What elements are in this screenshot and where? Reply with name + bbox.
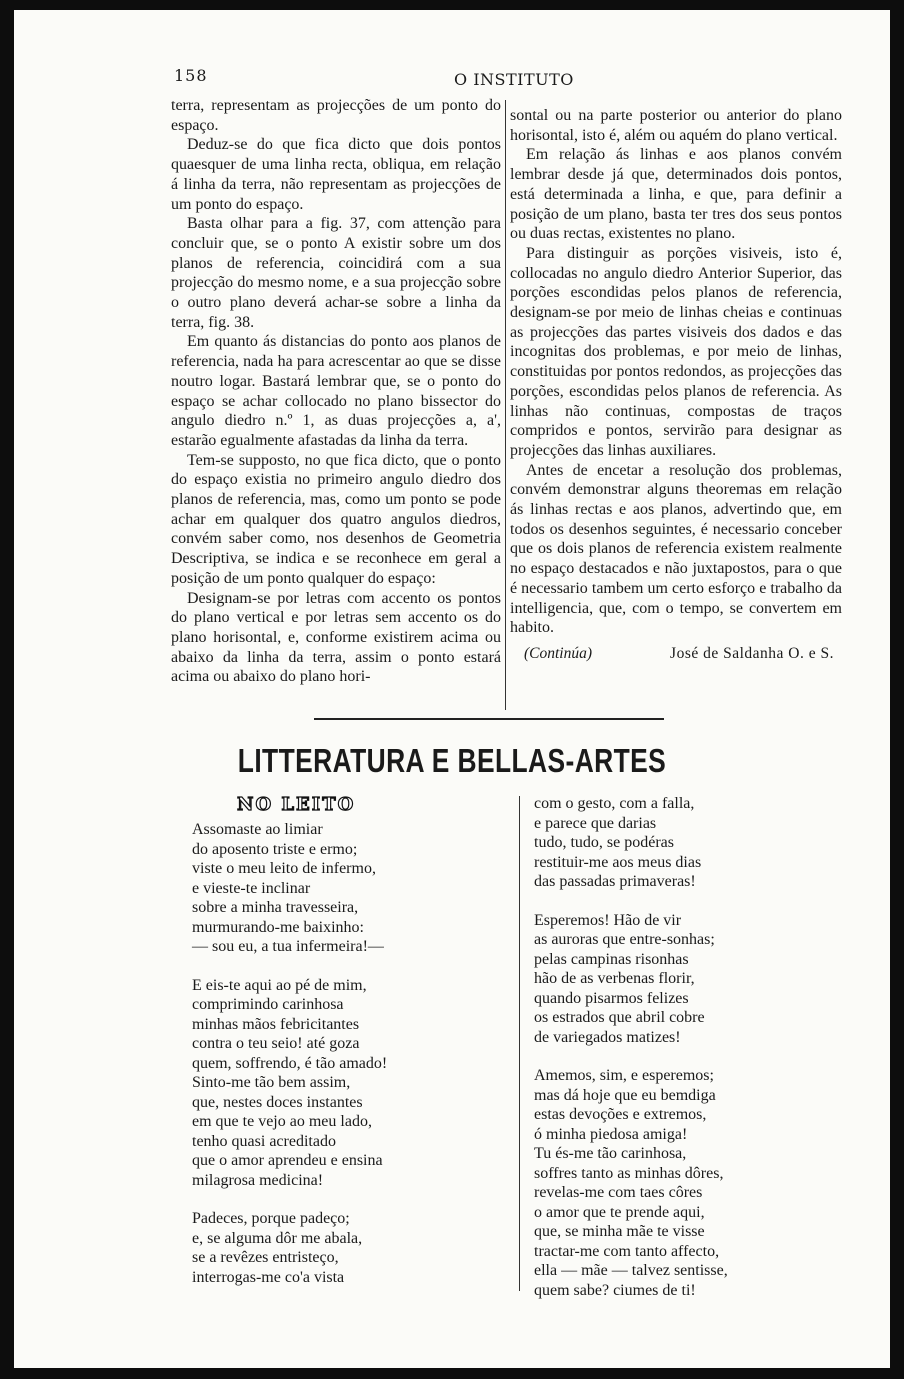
paragraph: Em relação ás linhas e aos planos convém lembrar desde já que, determinados dois pontos, está determinada a linha, e que, para definir a posição de um plano, basta ter tres dos seus pontos ou duas rectas, existentes no plano. — [510, 146, 842, 243]
paragraph: sontal ou na parte posterior ou anterior do plano horisontal, isto é, além ou aquém do plano vertical. — [510, 107, 842, 144]
poem-line: as auroras que entre-sonhas; — [534, 931, 715, 948]
poem-line: soffres tanto as minhas dôres, — [534, 1164, 724, 1182]
poem-line: revelas-me com taes côres — [534, 1184, 703, 1201]
paragraph: Basta olhar para a fig. 37, com attenção para concluir que, se o ponto A existir sobre um dos planos de referencia, coincidirá com a sua projecção do mesmo nome, e a sua projecção sobre o outro plano deverá achar-se sobre a linha da terra, fig. 38. — [171, 215, 501, 331]
poem-stanza — [534, 794, 834, 892]
page-number: 158 — [174, 66, 208, 85]
article-left-column — [171, 96, 501, 687]
poem-column-divider — [519, 796, 520, 1291]
poem-line: quem sabe? ciumes de ti! — [534, 1281, 696, 1299]
poem-line: que, nestes doces instantes — [192, 1093, 363, 1111]
poem-line: mas dá hoje que eu bemdiga — [534, 1086, 716, 1104]
paragraph: Para distinguir as porções visiveis, isto é, collocadas no angulo diedro Anterior Superior, das porções escondidas pelos planos de referencia, designam-se por meio de linhas cheias e continuas as projecções das partes visiveis dos dados e das incognitas dos problemas, e por meio de linhas, constituidas por pontos redondos, as projecções das porções, escondidas pelos planos de referencia. As linhas não continuas, compostas de traços compridos e pontos, servirão para designar as projecções das linhas auxiliares. — [510, 244, 842, 459]
paragraph: Antes de encetar a resolução dos problemas, convém demonstrar alguns theoremas em relação ás linhas rectas e aos planos, advertindo que, em todos os desenhos seguintes, é necessario conceber que os dois planos de referencia existem realmente no espaço destacados e não juxtapostos, para o que é necessario tambem um certo esforço e trabalho da intelligencia, que, com o tempo, se convertem em habito. — [510, 461, 842, 637]
poem-line: viste o meu leito de infermo, — [192, 860, 376, 877]
poem-line: interrogas-me co'a vista — [192, 1268, 345, 1286]
paragraph: terra, representam as projecções de um ponto do espaço. — [171, 97, 501, 134]
poem-line: tenho quasi acreditado — [192, 1132, 336, 1150]
page-header — [14, 58, 890, 88]
article-right-column — [510, 106, 842, 664]
poem-title: NO LEITO — [237, 794, 356, 815]
column-divider — [505, 100, 506, 710]
poem-stanza — [534, 911, 834, 1048]
poem-line: sobre a minha travesseira, — [192, 899, 359, 916]
poem-line: Padeces, porque padeço; — [192, 1210, 350, 1227]
poem-line: Tu és-me tão carinhosa, — [534, 1145, 687, 1162]
poem-line: ó minha piedosa amiga! — [534, 1125, 688, 1143]
paragraph: Tem-se supposto, no que fica dicto, que o ponto do espaço existia no primeiro angulo diedro dos planos de referencia, mas, como um ponto se pode achar em qualquer dos quatro angulos diedros, convém saber como, nos desenhos de Geometria Descriptiva, se indica e se reconhece em geral a posição de um ponto qualquer do espaço: — [171, 451, 501, 587]
poem-line: e parece que darias — [534, 814, 657, 832]
poem-line: restituir-me aos meus dias — [534, 853, 702, 871]
poem-line: minhas mãos febricitantes — [192, 1015, 360, 1033]
article-signature — [510, 644, 842, 664]
poem-line: — sou eu, a tua infermeira!— — [192, 938, 384, 955]
paragraph: Em quanto ás distancias do ponto aos planos de referencia, nada ha para acrescentar ao que se disse noutro logar. Bastará lembrar que, se o ponto do espaço se achar collocado no plano bissector do angulo diedro n.º 1, as duas projecções a, a', estarão egualmente afastadas da linha da terra. — [171, 333, 501, 449]
poem-line: murmurando-me baixinho: — [192, 918, 364, 936]
poem-line: se a revêzes entristeço, — [192, 1249, 339, 1266]
poem-line: quem, soffrendo, é tão amado! — [192, 1054, 388, 1072]
poem-line: E eis-te aqui ao pé de mim, — [192, 976, 367, 994]
poem-line: em que te vejo ao meu lado, — [192, 1113, 372, 1130]
poem-line: estas devoções e extremos, — [534, 1106, 707, 1123]
section-divider — [314, 718, 664, 720]
poem-line: ella — mãe — talvez sentisse, — [534, 1262, 728, 1279]
poem-line: quando pisarmos felizes — [534, 989, 689, 1007]
poem-line: tudo, tudo, se podéras — [534, 834, 674, 851]
poem-stanza — [534, 1066, 834, 1300]
poem-line: comprimindo carinhosa — [192, 996, 344, 1013]
poem-line: de variegados matizes! — [534, 1028, 681, 1046]
poem-line: Sinto-me tão bem assim, — [192, 1074, 351, 1091]
author-name: José de Saldanha O. e S. — [670, 644, 834, 662]
poem-line: do aposento triste e ermo; — [192, 840, 358, 858]
newspaper-page — [14, 10, 890, 1368]
continuation-label: (Continúa) — [524, 644, 593, 662]
poem-line: contra o teu seio! até goza — [192, 1035, 360, 1052]
poem-line: das passadas primaveras! — [534, 873, 696, 890]
poem-line: que, se minha mãe te visse — [534, 1223, 705, 1240]
poem-line: e vieste-te inclinar — [192, 879, 311, 897]
poem-line: e, se alguma dôr me abala, — [192, 1229, 363, 1247]
poem-line: Amemos, sim, e esperemos; — [534, 1067, 714, 1084]
journal-title: O INSTITUTO — [454, 70, 574, 89]
section-title: LITTERATURA E BELLAS-ARTES — [237, 742, 667, 779]
poem-line: com o gesto, com a falla, — [534, 795, 695, 812]
poem-stanza — [192, 820, 512, 957]
paragraph: Designam-se por letras com accento os pontos do plano vertical e por letras sem accento os do plano horisontal, e, conforme existirem acima ou abaixo da linha da terra, assim o ponto estará acima ou abaixo do plano hori- — [171, 589, 501, 686]
paragraph: Deduz-se do que fica dicto que dois pontos quaesquer de uma linha recta, obliqua, em relação á linha da terra, não representam as projecções de um ponto do espaço. — [171, 136, 501, 213]
poem-line: o amor que te prende aqui, — [534, 1203, 705, 1221]
poem-line: pelas campinas risonhas — [534, 950, 689, 968]
poem-line: milagrosa medicina! — [192, 1171, 324, 1189]
poem-stanza — [192, 976, 512, 1191]
poem-line: os estrados que abril cobre — [534, 1009, 705, 1026]
poem-line: tractar-me com tanto affecto, — [534, 1242, 720, 1260]
poem-left-column — [192, 820, 512, 1306]
poem-line: Assomaste ao limiar — [192, 821, 323, 838]
poem-right-column — [534, 794, 834, 1319]
poem-line: que o amor aprendeu e ensina — [192, 1152, 383, 1169]
poem-line: Esperemos! Hão de vir — [534, 911, 682, 929]
poem-stanza — [192, 1209, 512, 1287]
poem-line: hão de as verbenas florir, — [534, 970, 695, 987]
